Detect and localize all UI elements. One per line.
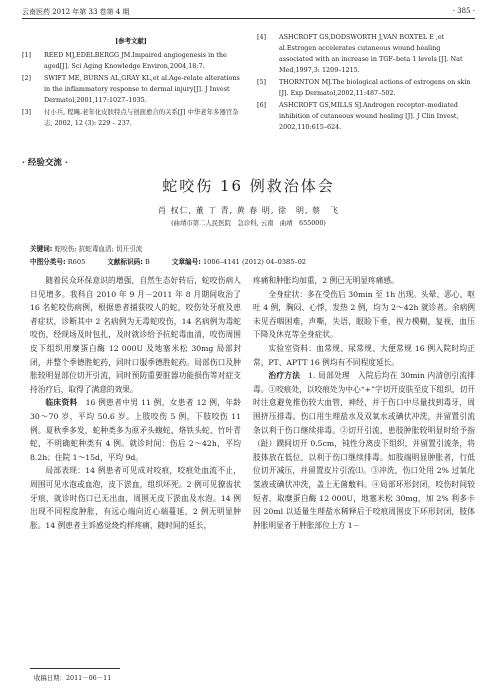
reference-item [22, 107, 240, 129]
body-paragraph [253, 369, 475, 532]
reference-number: [6] [257, 101, 267, 109]
reference-text: ASHCROFT GS,MILLS SJ.Androgen receptor–mediated inhibition of cutaneous wound healing [J]. J Clin Invest, 2002,110:615–624. [279, 101, 459, 131]
references-heading: [参考文献] [115, 37, 147, 45]
doc-code-value: B [145, 258, 150, 266]
body-right-column [253, 274, 475, 532]
reference-item [257, 32, 475, 76]
article-no-label: 文章编号: [171, 258, 201, 266]
paragraph-text: 1. 局部处理 入院后均在 30min 内清创引流排毒。①咬痕处，以咬痕处为中心“+”字切开皮肤至皮下组织，切开时注意避免推伤较大血管，神经，并于伤口中尽量找到毒牙，周围挤压排毒。伤口用生理盐水及双氧水或碘伏冲洗，并留置引流条以利于伤口继续排毒。②切开引流，患肢肿胀较明显时给予指（趾）蹼间切开 0.5cm，钝性分离皮下组织，并留置引流条，将肢体放在低位，以利于伤口继续排毒。如肢端明显肿胀者，行低位切开减压，并留置皮片引流⑴。③冲洗，伤口处用 2% 过氧化氢液或碘伏冲洗，盖上无菌敷料。④局部环形封闭，咬伤时间较短者，取糜蛋白酶 12 000U，地塞米松 30mg，加 2% 利多卡因 20ml 以适量生理盐水稀释后于咬痕周围皮下环形封闭，肢体肿胀明显者于肿胀部位上方 1－ [253, 371, 475, 530]
doc-code-field [107, 256, 150, 266]
reference-item [257, 100, 475, 133]
paragraph-text: 16 例患者中男 11 例，女患者 12 例，年龄 30～70 岁，平均 50.6 岁。上肢咬伤 5 例，下肢咬伤 11 例。夏秋季多发，蛇种类多为原矛头蝮蛇、烙铁头蛇、竹叶青蛇，不明确蛇种类有 4 例。就诊时间：伤后 2～42h，平均 8.2h；住院 1～15d，平均 9d。 [30, 398, 241, 462]
body-paragraph: 随着民众环保意识的增强，自然生态好转后，蛇咬伤病人日见增多。我科自 2010 年 9 月－2011 年 8 月期间收治了 16 名蛇咬伤病例，根据患者捕获咬人的蛇，咬伤处牙痕及患者症状，诊断其中 2 名病例为无毒蛇咬伤，14 名病例为毒蛇咬伤，经现场及时包扎，及时就诊给予抗蛇毒血清，咬伤周围皮下组织用糜蛋白酶 12 000U 及地塞米松 30mg 局部封闭，并整个季德胜蛇药，同时口服季德胜蛇药。局部伤口及肿胀较明显部位切开引流，同时预防重要脏器功能损伤等对症支持治疗后，取得了满意的效果。 [30, 276, 241, 394]
article-no-value: 1006–4141 (2012) 04–0385–02 [202, 258, 307, 266]
reference-number: [1] [22, 51, 32, 59]
header-rule [22, 18, 475, 19]
subheading: 治疗方法 [268, 371, 301, 381]
keywords-line [30, 243, 142, 253]
left-reference-list [22, 36, 240, 130]
classification-line [30, 256, 306, 266]
body-paragraph [30, 464, 241, 532]
subheading: 局部表现： [45, 466, 86, 476]
reference-text: REED MJ,EDELBERGG JM.Impaired angiogenesis in the aged[J]. Sci Aging Knowledge Environ,2004,18:7. [44, 51, 227, 70]
body-paragraph [30, 396, 241, 464]
reference-item [22, 73, 240, 106]
body-paragraph: 全身症状：多在受伤后 30min 至 1h 出现。头晕、恶心、呕吐 4 例，胸闷、心悸，发热 2 例，均为 2～42h 就诊者。余病例未见吞咽困难，声嘶，失语，眼睑下垂，视力模糊，复视，血压下降及休克等全身症状。 [253, 289, 475, 340]
page-number: · 385 · [452, 7, 475, 15]
article-authors: 肖 权仁, 董 丁 青, 黄 春 明, 徐 明, 蔡 飞 [157, 206, 340, 215]
body-left-column [30, 274, 241, 532]
section-tag: · 经验交流 · [22, 158, 68, 168]
reference-text: THORNTON MJ.The biological actions of estrogens on skin [J]. Exp Dermatol,2002,11:487–502. [279, 78, 471, 97]
right-reference-list [257, 32, 475, 134]
reference-text: SWIFT ME, BURNS AL,GRAY KL,et al.Age-relate alterations in the inflammatory response to dermal injury[J]. J Invest Dermatol,2001,117:1027–1035. [44, 74, 240, 104]
clc-value: R605 [67, 258, 86, 266]
paragraph-text: 14 例患者可见成对咬痕，咬痕处血流不止，周围可见水泡或血泡，皮下淤血，组织坏死。2 例可见獠齿状牙痕，就诊时伤口已无出血，周围无皮下淤血及水泡。14 例出现不同程度肿胀，有远心端向近心端蔓延，2 例无明显肿胀。14 例患者主诉感觉烧灼样疼痛，随时间的延长， [30, 466, 241, 530]
reference-text: ASHCROFT GS,DODSWORTH J,VAN BOXTEL E ,et al.Estrogen accelerates cutaneous wound healing associated with an increase in TGF–beta 1 levels [J]. Nat Med,1997,3: 1209–1215. [279, 33, 463, 74]
reference-number: [2] [22, 74, 32, 82]
clc-field [30, 256, 85, 266]
reference-number: [5] [257, 78, 267, 86]
footnote-rule [30, 668, 120, 669]
reference-item [22, 50, 240, 72]
journal-header: 云南医药 2012 年第 33 卷第 4 期 [22, 8, 130, 16]
body-paragraph: 疼痛和肿胀均加重，2 例已无明显疼痛感。 [253, 276, 399, 285]
article-title: 蛇咬伤 16 例救治体会 [162, 177, 335, 195]
article-affiliation: (曲靖市第二人民医院 急诊科, 云南 曲靖 655000) [171, 219, 326, 227]
received-date: 收稿日期：2011－06－11 [34, 674, 112, 682]
reference-text: 付小兵, 程飚.老年化皮肤特点与创面愈合的关系[J] 中华老年多器官杂志, 2002, 12 (3): 229 – 237. [44, 108, 239, 127]
keywords-value: 蛇咬伤; 抗蛇毒血清; 切开引流 [54, 245, 143, 253]
reference-number: [4] [257, 33, 267, 41]
body-paragraph: 实验室资料：血常规、尿常规、大便常规 16 例入院时均正常，PT、APTT 16 例均有不同程度延长。 [253, 343, 475, 367]
clc-label: 中图分类号: [30, 258, 66, 266]
keywords-label: 关键词: [30, 245, 53, 253]
reference-number: [3] [22, 108, 32, 116]
doc-code-label: 文献标识码: [107, 258, 143, 266]
subheading: 临床资料 [45, 398, 78, 408]
article-no-field [172, 256, 306, 266]
reference-item [257, 77, 475, 99]
